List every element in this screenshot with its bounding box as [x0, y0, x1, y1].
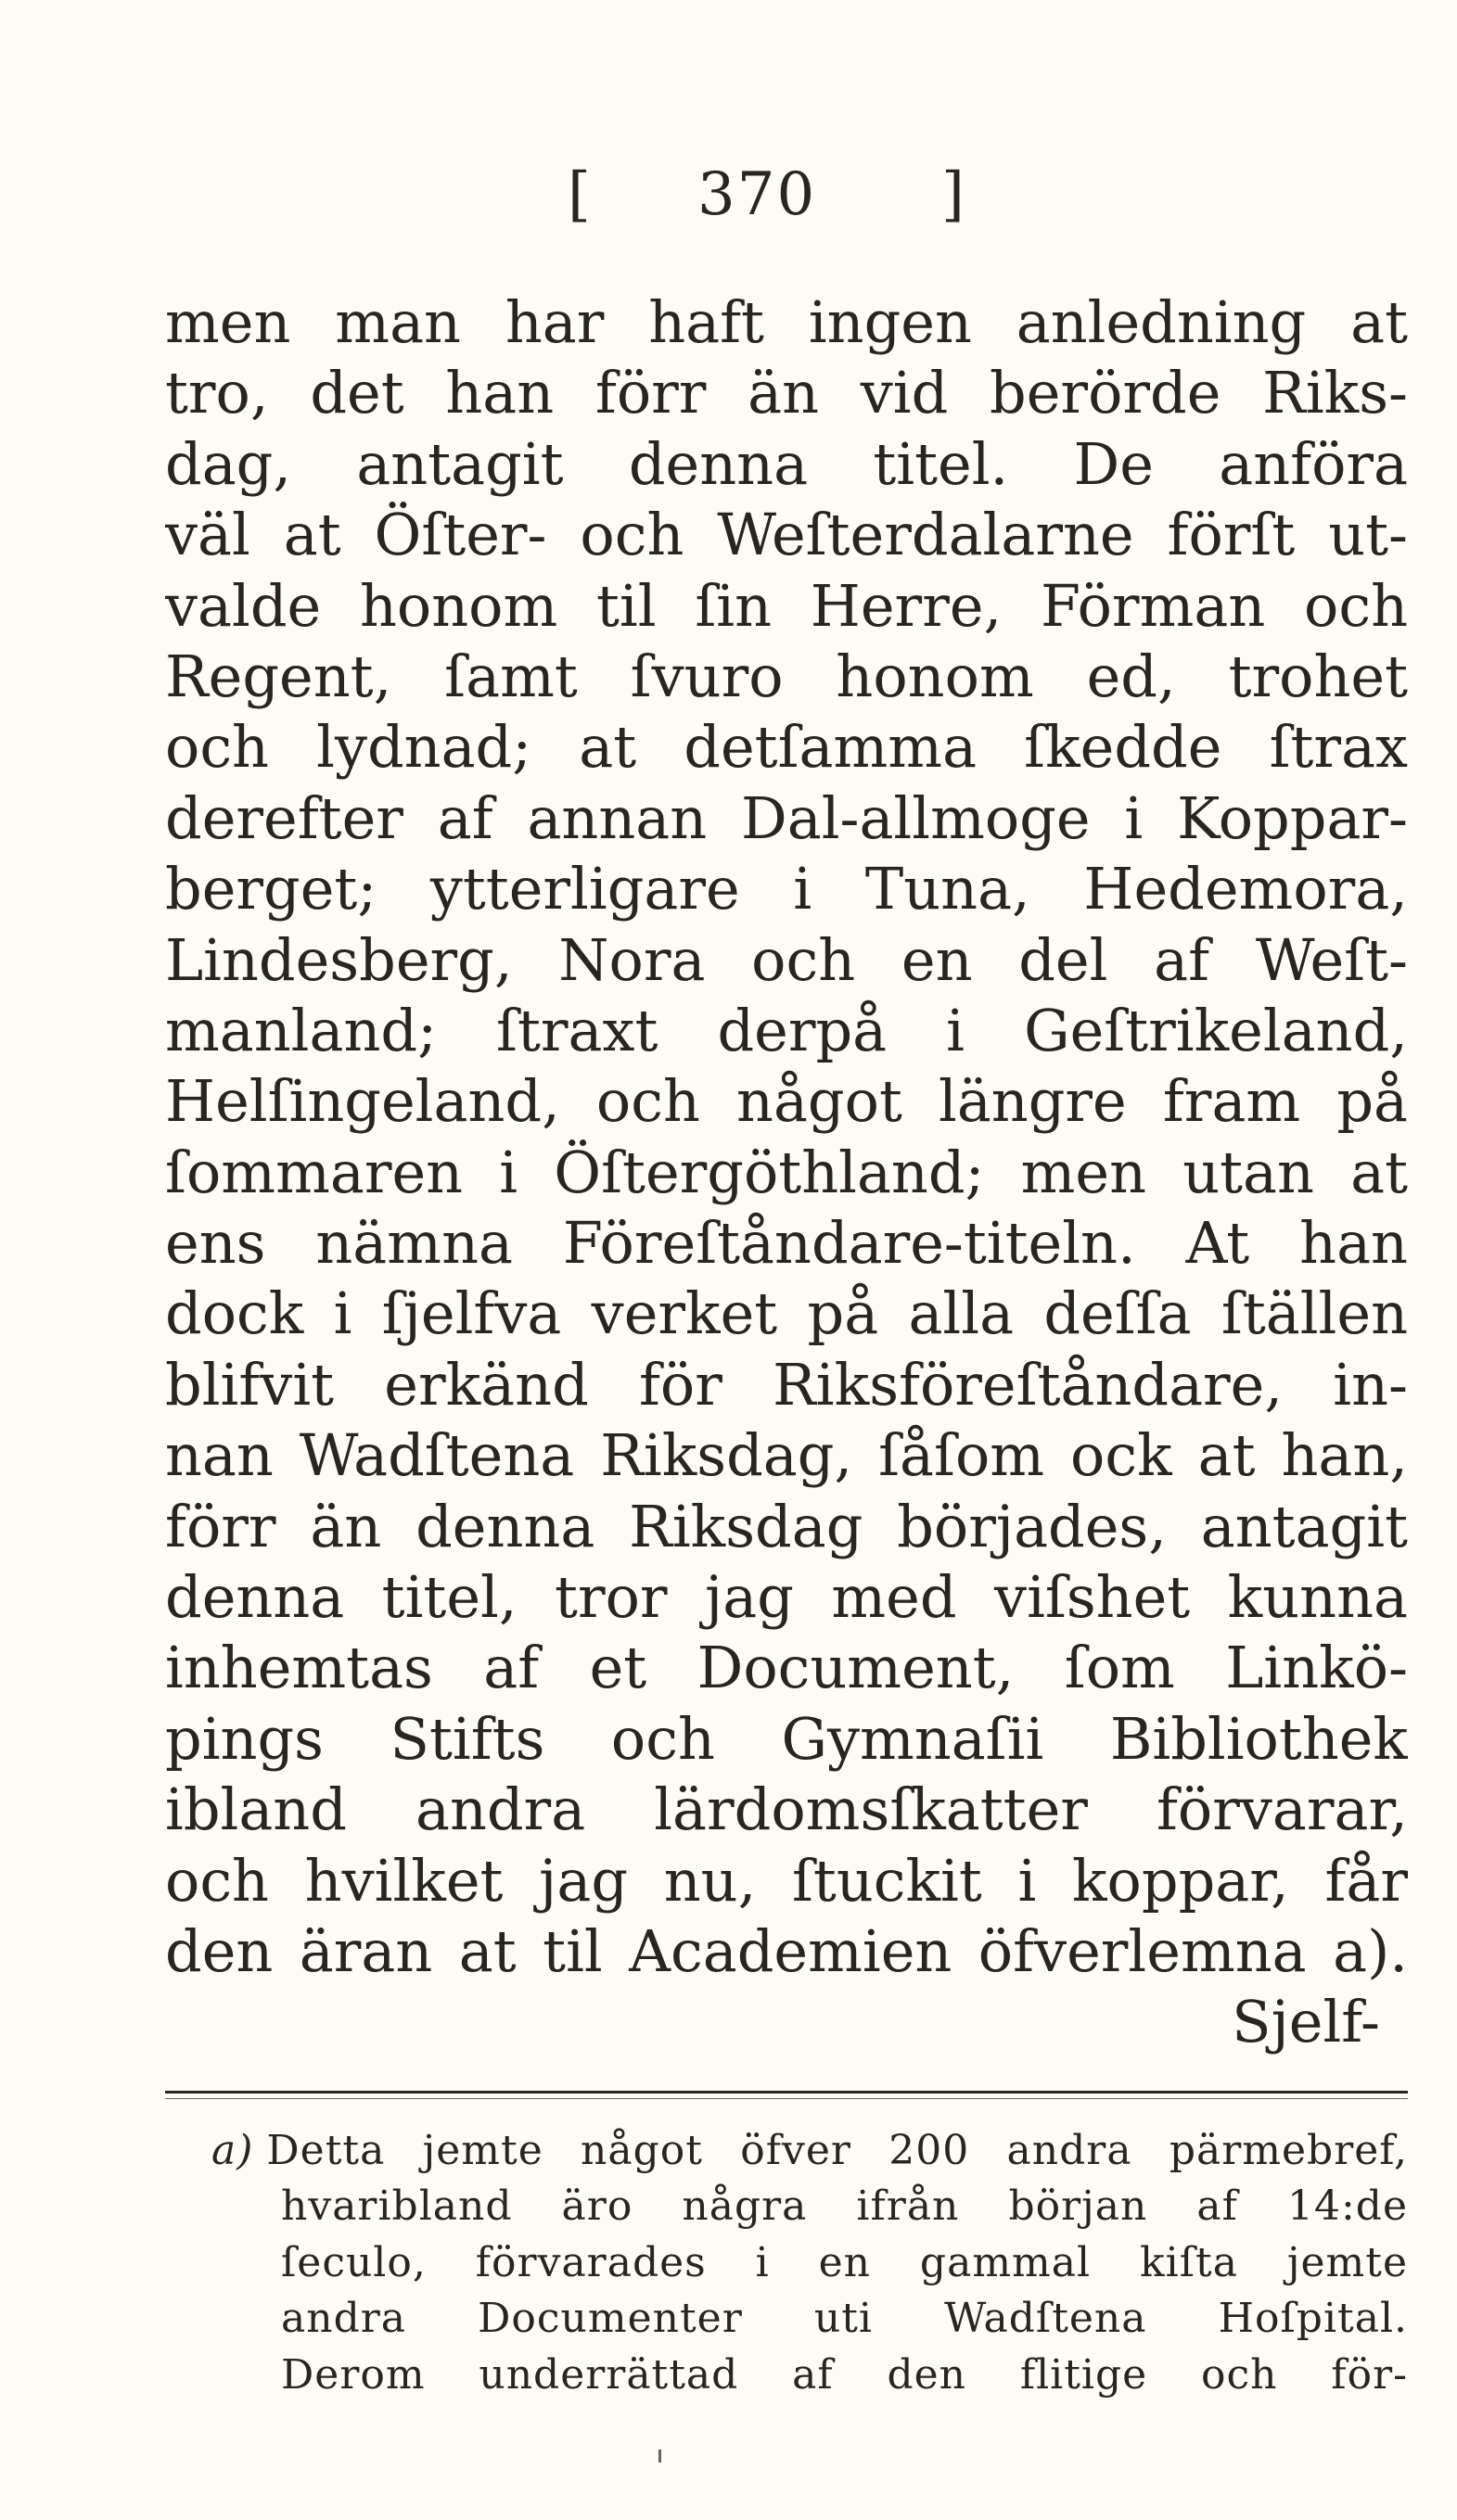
footnote-line: hvaribland äro några ifrån början af 14:de — [281, 2183, 1408, 2231]
text-line: dag, antagit denna titel. De anföra — [165, 429, 1408, 498]
page-header — [0, 153, 1457, 236]
text-line: Regent, ſamt ſvuro honom ed, trohet — [165, 642, 1408, 710]
body-text — [165, 287, 1408, 2058]
text-line: och hvilket jag nu, ſtuckit i koppar, får — [165, 1846, 1408, 1915]
text-line: derefter af annan Dal-allmoge i Koppar- — [165, 783, 1408, 852]
footnote-line: andra Documenter uti Wadſtena Hoſpital. — [281, 2295, 1408, 2343]
text-line: ens nämna Föreſtåndare-titeln. At han — [165, 1209, 1408, 1278]
text-line: nan Wadſtena Riksdag, ſåſom ock at han, — [165, 1421, 1408, 1490]
text-line: blifvit erkänd för Riksföreſtåndare, in- — [165, 1350, 1408, 1419]
footnote — [165, 2123, 1408, 2403]
text-line: berget; ytterligare i Tuna, Hedemora, — [165, 855, 1408, 923]
footnote-marker: a) — [211, 2127, 254, 2174]
text-line: inhemtas af et Document, ſom Linkö- — [165, 1634, 1408, 1702]
text-line: väl at Öſter- och Weſterdalarne förſt ut- — [165, 501, 1408, 569]
text-line: men man har haft ingen anledning at — [165, 288, 1408, 356]
text-line: ibland andra lärdomsſkatter förvarar, — [165, 1775, 1408, 1844]
text-line: Lindesberg, Nora och en del af Weſt- — [165, 925, 1408, 994]
text-line: denna titel, tror jag med viſshet kunna — [165, 1563, 1408, 1632]
text-line: den äran at til Academien öfverlemna a). — [165, 1916, 1408, 1985]
footnote-rule-thin — [165, 2098, 1408, 2099]
footnote-rule — [165, 2091, 1408, 2094]
footnote-text: Detta jemte något öfver 200 andra pärmebref, — [266, 2127, 1408, 2174]
text-line: Helſingeland, och något längre fram på — [165, 1067, 1408, 1136]
catchword: Sjelf- — [1232, 1988, 1380, 2056]
footnote-line: ſeculo, förvarades i en gammal kiſta jemte — [281, 2238, 1408, 2286]
text-line: dock i ſjelfva verket på alla deſſa ſtällen — [165, 1279, 1408, 1348]
text-line: tro, det han förr än vid berörde Riks- — [165, 359, 1408, 427]
header-bracket-right: ] — [941, 160, 965, 229]
ink-speck — [658, 2450, 661, 2463]
header-bracket-left: [ — [568, 160, 591, 229]
page-number: 370 — [697, 160, 817, 229]
text-line: ſommaren i Öſtergöthland; men utan at — [165, 1138, 1408, 1206]
footnote-line — [165, 2123, 1408, 2179]
footnote-line: Derom underrättad af den flitige och för- — [281, 2350, 1408, 2399]
text-line: och lydnad; at detſamma ſkedde ſtrax — [165, 713, 1408, 782]
text-line: valde honom til ſin Herre, Förman och — [165, 571, 1408, 640]
text-line: pings Stifts och Gymnaſii Bibliothek — [165, 1704, 1408, 1773]
text-line: förr än denna Riksdag börjades, antagit — [165, 1492, 1408, 1560]
text-line: manland; ſtraxt derpå i Geſtrikeland, — [165, 996, 1408, 1064]
